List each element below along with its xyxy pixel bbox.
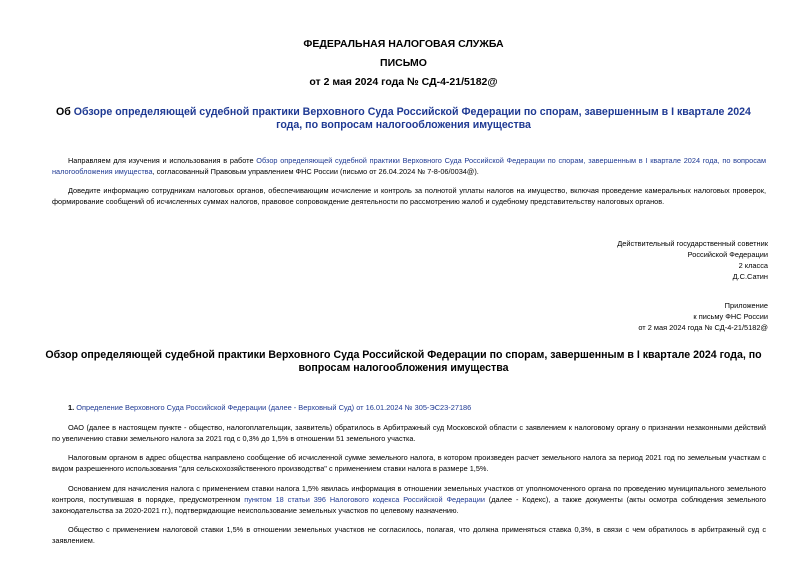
body-p3-text-after: (далее - Кодекс), а также документы (акты осмотра соблюдения земельного законодательства за 2020-2021 гг.), подтверждающие неиспользование земельных участков по целевому назначению.	[52, 495, 766, 515]
intro-paragraph-1	[52, 155, 766, 177]
signature-class-line: 2 класса	[738, 261, 768, 270]
subject-prefix: Об	[56, 106, 74, 118]
item-1-court-ruling-link[interactable]: Определение Верховного Суда Российской Федерации (далее - Верховный Суд) от 16.01.2024 № 305-ЭС23-27186	[76, 403, 472, 412]
body-paragraph-3	[52, 483, 766, 516]
body-p3-text-before: Основанием для начисления налога с применением ставки налога 1,5% явилась информация в отношении земельных участков от уполномоченного органа по проведению муниципального земельного контроля, поступившая в порядке, предусмотренном	[52, 484, 766, 504]
item-1-number: 1.	[68, 403, 75, 412]
item-1-heading	[52, 402, 766, 413]
review-title: Обзор определяющей судебной практики Верховного Суда Российской Федерации по спорам, завершенным в I квартале 2024 года, по вопросам налогообложения имущества	[45, 349, 762, 374]
document-date-number: от 2 мая 2024 года № СД-4-21/5182@	[309, 76, 498, 88]
letter-subject	[50, 106, 757, 132]
intro-p1-text-after: , согласованный Правовым управлением ФНС России (письмо от 26.04.2024 № 7-8-06/0034@).	[152, 167, 479, 176]
signature-name: Д.С.Сатин	[732, 272, 768, 281]
appendix-block	[468, 300, 768, 333]
intro-review-link[interactable]: Обзор определяющей судебной практики Верховного Суда Российской Федерации по спорам, завершенным в I квартале 2024 года, по вопросам налогообложения имущества	[52, 156, 766, 176]
signature-block	[468, 238, 768, 282]
body-paragraph-1: ОАО (далее в настоящем пункте - общество, налогоплательщик, заявитель) обратилось в Арбитражный суд Московской области с заявлением к налоговому органу о признании незаконными действий по увеличению ставки земельного налога за 2021 год с 0,3% до 1,5% в отношении 51 земельного участка.	[52, 423, 766, 443]
signature-country-line: Российской Федерации	[687, 250, 768, 259]
appendix-letter-ref: к письму ФНС России	[693, 312, 768, 321]
body-paragraph-2: Налоговым органом в адрес общества направлено сообщение об исчисленной сумме земельного налога, в котором произведен расчет земельного налога за период 2021 год по земельным участкам с видом разрешенного использования "для сельскохозяйственного производства" с применением ставки налога в размере 1,5%.	[52, 453, 766, 473]
subject-review-link[interactable]: Обзоре определяющей судебной практики Верховного Суда Российской Федерации по спорам, завершенным в I квартале 2024 года, по вопросам налогообложения имущества	[73, 106, 751, 131]
intro-paragraph-2: Доведите информацию сотрудникам налоговых органов, обеспечивающим исчисление и контроль за полнотой уплаты налогов на имущество, включая проведение камеральных налоговых проверок, формирование сообщений об исчисленных суммах налогов, правовое сопровождение деятельности по рассмотрению жалоб и судебному представительству налоговых органов.	[52, 186, 766, 206]
intro-p1-text-before: Направляем для изучения и использования в работе	[68, 156, 257, 165]
tax-code-article-link[interactable]: пунктом 18 статьи 396 Налогового кодекса Российской Федерации	[244, 495, 485, 504]
document-type: ПИСЬМО	[380, 57, 427, 69]
body-paragraph-4: Общество с применением налоговой ставки 1,5% в отношении земельных участков не согласилось, полагая, что должна применяться ставка 0,3%, в связи с чем обратилось в арбитражный суд с заявлением.	[52, 525, 766, 545]
agency-name: ФЕДЕРАЛЬНАЯ НАЛОГОВАЯ СЛУЖБА	[303, 38, 504, 50]
signature-title-line: Действительный государственный советник	[617, 239, 768, 248]
appendix-label: Приложение	[724, 301, 768, 310]
appendix-date-number: от 2 мая 2024 года № СД-4-21/5182@	[638, 323, 768, 332]
